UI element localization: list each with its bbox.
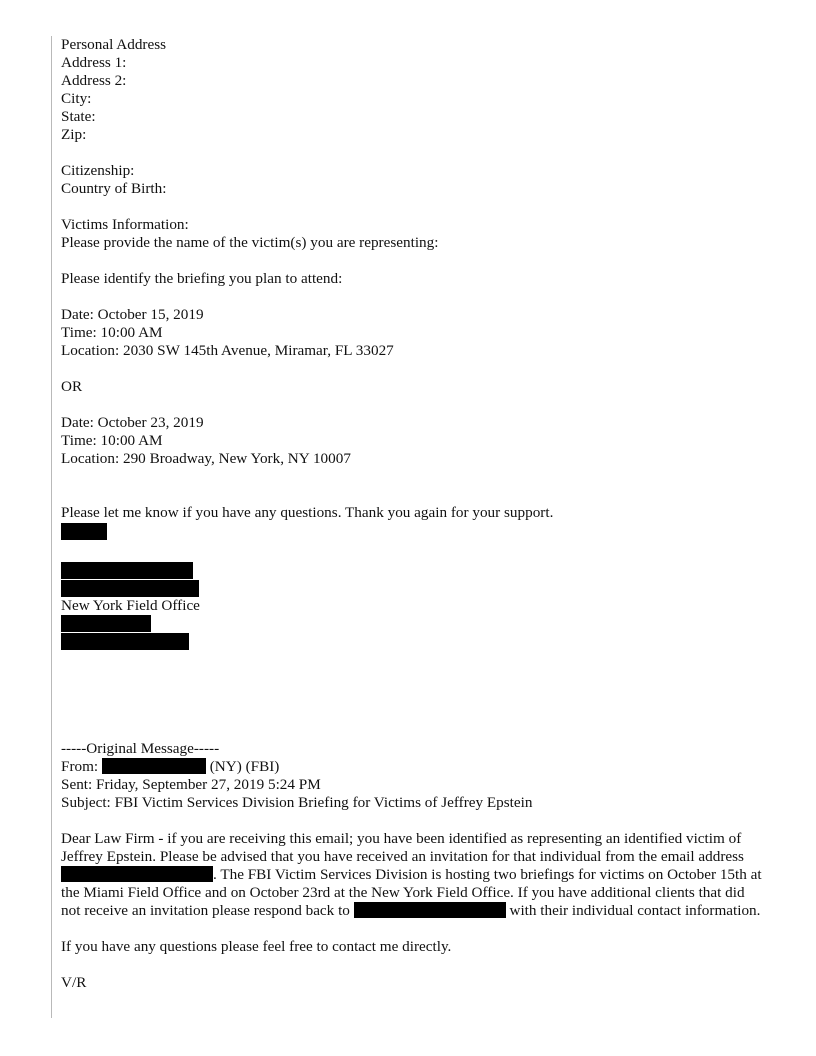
zip-label: Zip:	[61, 126, 87, 143]
sent-line: Sent: Friday, September 27, 2019 5:24 PM	[61, 776, 321, 793]
briefing1-date: Date: October 15, 2019	[61, 306, 204, 323]
closing-text: Please let me know if you have any questions. Thank you again for your support.	[61, 504, 554, 521]
message-paragraph: Dear Law Firm - if you are receiving this email; you have been identified as representing an identified victim of Jeffrey Epstein. Please be advised that you have received an invitation for that individual from the email address . The FBI Victim Services Division is hosting two briefings for victims on October 15th at the Miami Field Office and on October 23rd at the New York Field Office. If you have additional clients that did not receive an invitation please respond back to with their individual contact information.	[61, 830, 762, 919]
sign-off: V/R	[61, 974, 87, 991]
briefing2-date: Date: October 23, 2019	[61, 414, 204, 431]
country-of-birth-label: Country of Birth:	[61, 180, 167, 197]
victims-information-heading: Victims Information:	[61, 216, 189, 233]
field-office-name: New York Field Office	[61, 597, 200, 614]
citizenship-label: Citizenship:	[61, 162, 135, 179]
address1-label: Address 1:	[61, 54, 127, 71]
original-message-header: -----Original Message-----	[61, 740, 220, 757]
contact-line: If you have any questions please feel free to contact me directly.	[61, 938, 452, 955]
briefing1-time: Time: 10:00 AM	[61, 324, 163, 341]
address2-label: Address 2:	[61, 72, 127, 89]
state-label: State:	[61, 108, 96, 125]
briefing1-location: Location: 2030 SW 145th Avenue, Miramar, FL 33027	[61, 342, 394, 359]
quote-bar	[51, 36, 52, 1018]
redaction-block	[61, 562, 193, 579]
victim-name-prompt: Please provide the name of the victim(s) you are representing:	[61, 234, 439, 251]
redaction-block	[61, 523, 107, 540]
redaction-block	[61, 580, 199, 597]
or-separator: OR	[61, 378, 83, 395]
personal-address-heading: Personal Address	[61, 36, 167, 53]
from-line	[61, 758, 766, 776]
subject-line: Subject: FBI Victim Services Division Briefing for Victims of Jeffrey Epstein	[61, 794, 533, 811]
city-label: City:	[61, 90, 92, 107]
redaction-block	[61, 866, 213, 882]
briefing2-location: Location: 290 Broadway, New York, NY 10007	[61, 450, 351, 467]
briefing2-time: Time: 10:00 AM	[61, 432, 163, 449]
redaction-block	[61, 615, 151, 632]
from-suffix: (NY) (FBI)	[209, 758, 280, 775]
redaction-block	[61, 633, 189, 650]
redaction-block	[354, 902, 506, 918]
email-body	[61, 36, 766, 992]
from-label: From:	[61, 758, 99, 775]
briefing-prompt: Please identify the briefing you plan to attend:	[61, 270, 343, 287]
redaction-block	[102, 758, 206, 774]
